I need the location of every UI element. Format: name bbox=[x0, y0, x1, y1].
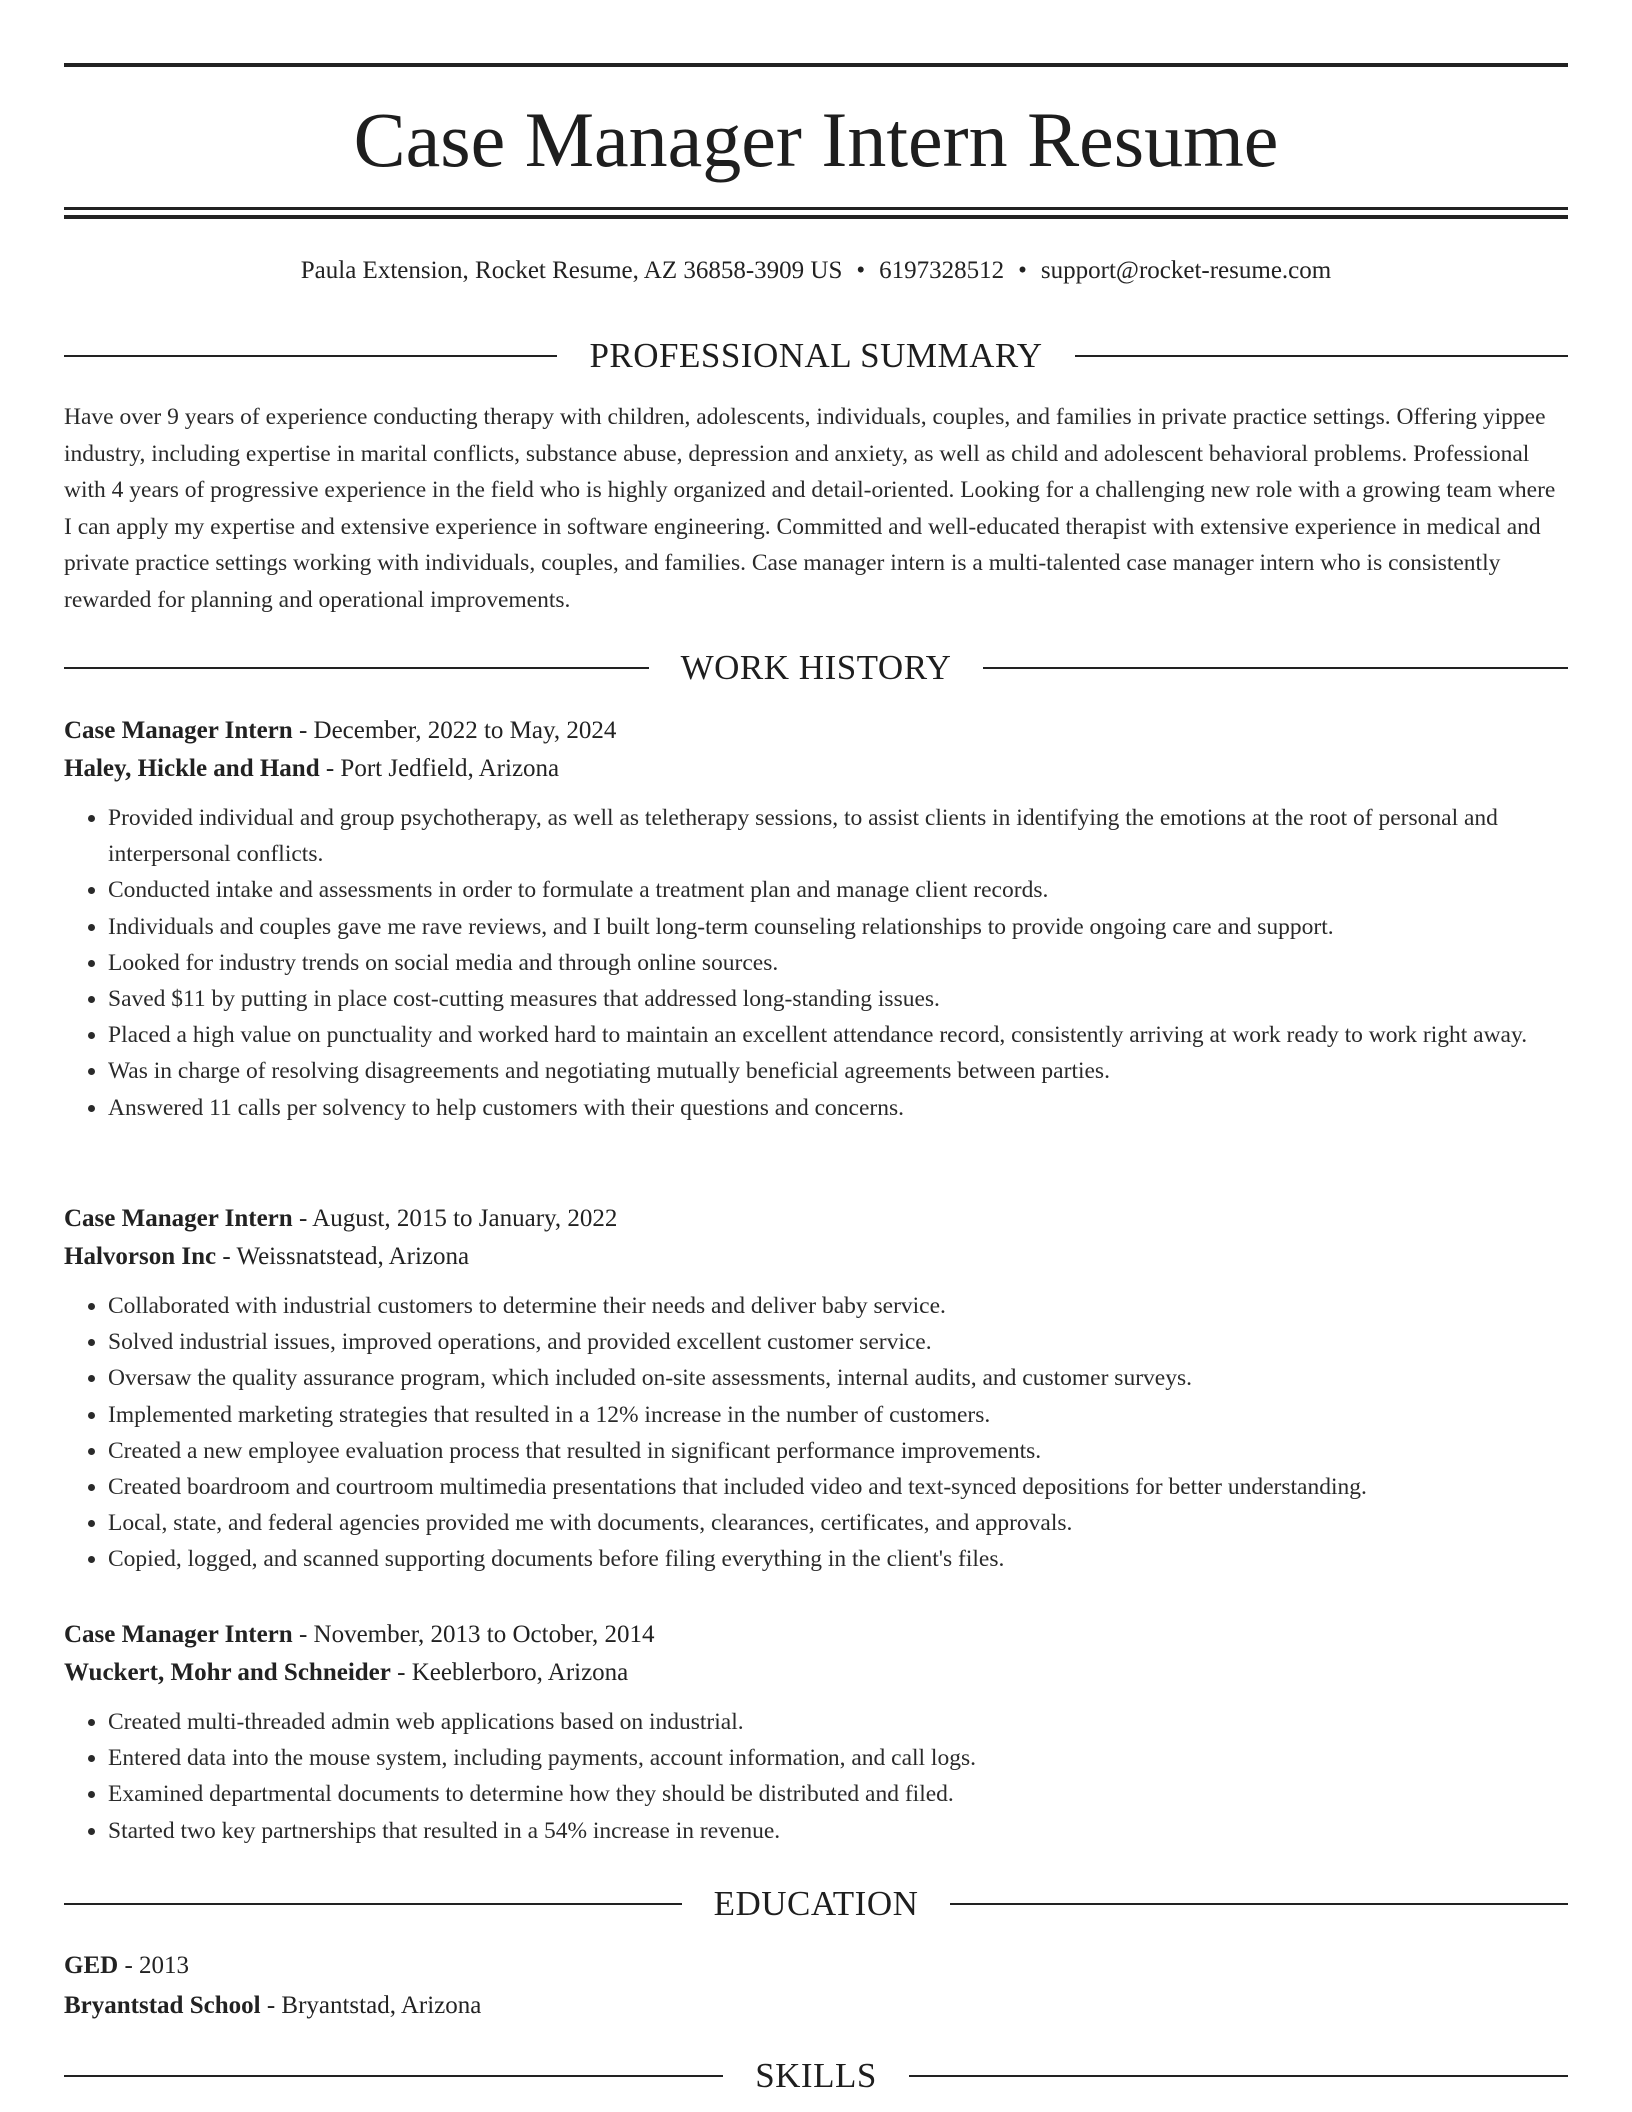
job-bullets bbox=[64, 1704, 1568, 1849]
job-dates: - August, 2015 to January, 2022 bbox=[292, 1205, 618, 1232]
list-item: • Collaborated with industrial customers to determine their needs and deliver baby service. bbox=[108, 1288, 1568, 1324]
top-rule bbox=[64, 63, 1568, 67]
section-heading-education bbox=[64, 1882, 1568, 1926]
list-item: • Implemented marketing strategies that resulted in a 12% increase in the number of customers. bbox=[108, 1397, 1568, 1433]
list-item: • Created multi-threaded admin web applications based on industrial. bbox=[108, 1704, 1568, 1740]
education-degree: GED bbox=[64, 1952, 119, 1979]
education-degree-row bbox=[64, 1946, 1568, 1986]
job-company-row bbox=[64, 750, 1568, 788]
section-heading-summary bbox=[64, 334, 1568, 378]
heading-rule bbox=[64, 1903, 682, 1905]
job-title: Case Manager Intern bbox=[64, 1205, 293, 1232]
job-location: - Weissnatstead, Arizona bbox=[216, 1243, 470, 1270]
contact-address: Paula Extension, Rocket Resume, AZ 36858-3909 US bbox=[300, 257, 843, 284]
job-dates: - November, 2013 to October, 2014 bbox=[292, 1621, 655, 1648]
job-company-row bbox=[64, 1238, 1568, 1276]
contact-separator: • bbox=[856, 257, 866, 284]
list-item: • Individuals and couples gave me rave reviews, and I built long-term counseling relationships to provide ongoing care and support. bbox=[108, 909, 1568, 945]
job-location: - Keeblerboro, Arizona bbox=[390, 1659, 629, 1686]
education-year: - 2013 bbox=[118, 1952, 190, 1979]
job-entry bbox=[64, 712, 1568, 1126]
job-title: Case Manager Intern bbox=[64, 1621, 293, 1648]
list-item: • Started two key partnerships that resulted in a 54% increase in revenue. bbox=[108, 1813, 1568, 1849]
list-item: • Created boardroom and courtroom multimedia presentations that included video and text-synced depositions for better understanding. bbox=[108, 1469, 1568, 1505]
job-title-row bbox=[64, 712, 1568, 750]
job-company: Halvorson Inc bbox=[64, 1243, 217, 1270]
heading-rule bbox=[64, 355, 557, 357]
list-item: • Entered data into the mouse system, including payments, account information, and call logs. bbox=[108, 1740, 1568, 1776]
section-title: SKILLS bbox=[755, 2056, 877, 2095]
list-item: • Solved industrial issues, improved operations, and provided excellent customer service. bbox=[108, 1324, 1568, 1360]
list-item: • Placed a high value on punctuality and worked hard to maintain an excellent attendance record, consistently arriving at work ready to work right away. bbox=[108, 1017, 1568, 1053]
job-title-row bbox=[64, 1200, 1568, 1238]
heading-rule bbox=[64, 667, 649, 669]
job-company-row bbox=[64, 1654, 1568, 1692]
list-item: • Answered 11 calls per solvency to help customers with their questions and concerns. bbox=[108, 1090, 1568, 1126]
list-item: • Was in charge of resolving disagreements and negotiating mutually beneficial agreements between parties. bbox=[108, 1053, 1568, 1089]
section-heading-work bbox=[64, 646, 1568, 690]
heading-rule bbox=[1075, 355, 1568, 357]
education-location: - Bryantstad, Arizona bbox=[260, 1992, 482, 2019]
section-title: PROFESSIONAL SUMMARY bbox=[589, 336, 1043, 375]
job-title: Case Manager Intern bbox=[64, 717, 293, 744]
job-title-row bbox=[64, 1616, 1568, 1654]
list-item: • Created a new employee evaluation process that resulted in significant performance improvements. bbox=[108, 1433, 1568, 1469]
heading-rule bbox=[64, 2075, 723, 2077]
heading-rule bbox=[909, 2075, 1568, 2077]
education-entry bbox=[64, 1946, 1568, 2026]
list-item: • Saved $11 by putting in place cost-cutting measures that addressed long-standing issues. bbox=[108, 981, 1568, 1017]
title-rule-lower bbox=[64, 215, 1568, 219]
resume-title: Case Manager Intern Resume bbox=[353, 96, 1279, 183]
job-company: Haley, Hickle and Hand bbox=[64, 755, 320, 782]
job-dates: - December, 2022 to May, 2024 bbox=[292, 717, 617, 744]
list-item: • Local, state, and federal agencies provided me with documents, clearances, certificates, and approvals. bbox=[108, 1505, 1568, 1541]
education-school-row bbox=[64, 1986, 1568, 2026]
contact-line bbox=[64, 254, 1568, 288]
job-entry bbox=[64, 1200, 1568, 1578]
heading-rule bbox=[950, 1903, 1568, 1905]
job-company: Wuckert, Mohr and Schneider bbox=[64, 1659, 391, 1686]
job-entry bbox=[64, 1616, 1568, 1849]
heading-rule bbox=[983, 667, 1568, 669]
education-school: Bryantstad School bbox=[64, 1992, 261, 2019]
section-heading-skills bbox=[64, 2054, 1568, 2098]
summary-text: Have over 9 years of experience conducting therapy with children, adolescents, individuals, couples, and families in private practice settings. Offering yippee industry, including expertise in marital conflicts, substance abuse, depression and anxiety, as well as child and adolescent behavioral problems. Professional with 4 years of progressive experience in the field who is highly organized and detail-oriented. Looking for a challenging new role with a growing team where I can apply my expertise and extensive experience in software engineering. Committed and well-educated therapist with extensive experience in medical and private practice settings working with individuals, couples, and families. Case manager intern is a multi-talented case manager intern who is consistently rewarded for planning and operational improvements. bbox=[64, 404, 1556, 613]
list-item: • Oversaw the quality assurance program, which included on-site assessments, internal audits, and customer surveys. bbox=[108, 1360, 1568, 1396]
list-item: • Looked for industry trends on social media and through online sources. bbox=[108, 945, 1568, 981]
contact-separator: • bbox=[1018, 257, 1027, 284]
section-title: EDUCATION bbox=[713, 1884, 919, 1923]
list-item: • Conducted intake and assessments in order to formulate a treatment plan and manage client records. bbox=[108, 872, 1568, 908]
section-title: WORK HISTORY bbox=[680, 648, 952, 687]
job-location: - Port Jedfield, Arizona bbox=[319, 755, 560, 782]
contact-email: support@rocket-resume.com bbox=[1040, 257, 1332, 284]
list-item: • Examined departmental documents to determine how they should be distributed and filed. bbox=[108, 1776, 1568, 1812]
list-item: • Copied, logged, and scanned supporting documents before filing everything in the client's files. bbox=[108, 1541, 1568, 1577]
title-rule-upper bbox=[64, 207, 1568, 210]
list-item: • Provided individual and group psychotherapy, as well as teletherapy sessions, to assist clients in identifying the emotions at the root of personal and interpersonal conflicts. bbox=[108, 800, 1568, 872]
contact-phone: 6197328512 bbox=[879, 257, 1005, 284]
job-bullets bbox=[64, 800, 1568, 1126]
job-bullets bbox=[64, 1288, 1568, 1578]
